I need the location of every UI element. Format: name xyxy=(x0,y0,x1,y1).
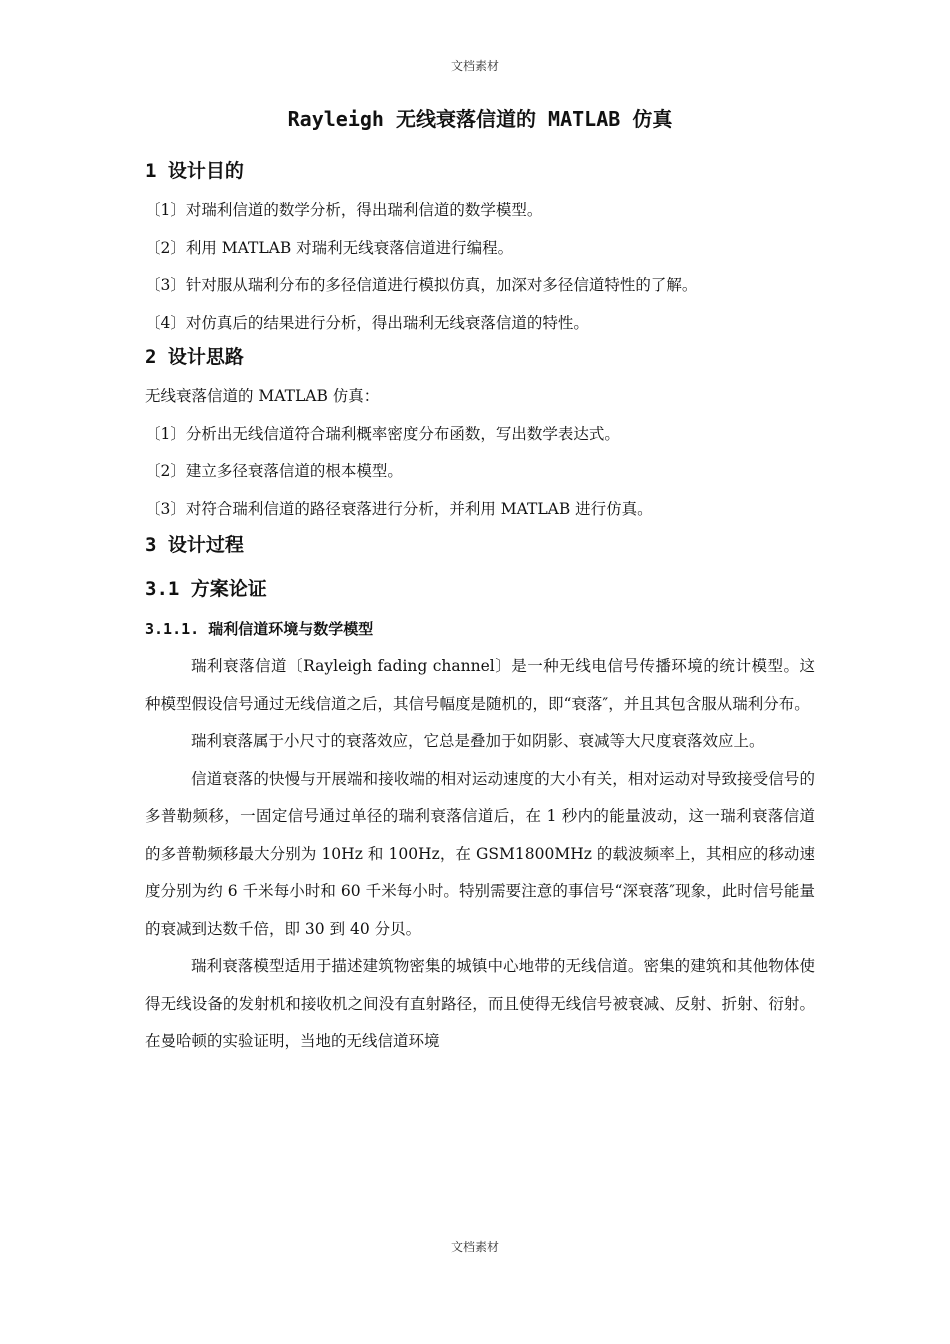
section-1-heading: 1 设计目的 xyxy=(145,160,244,182)
body-paragraph: 瑞利衰落属于小尺寸的衰落效应，它总是叠加于如阴影、衰减等大尺度衰落效应上。 xyxy=(191,732,765,750)
page-footer: 文档素材 xyxy=(450,1240,499,1254)
page-content xyxy=(145,104,815,1061)
section-2-heading: 2 设计思路 xyxy=(145,346,244,368)
body-paragraph: 瑞利衰落信道〔Rayleigh fading channel〕是一种无线电信号传播环境的统计模型。这种模型假设信号通过无线信道之后，其信号幅度是随机的，即“衰落″，并且其包含服从瑞利分布。 xyxy=(145,657,815,713)
section-1-item: 〔2〕利用 MATLAB 对瑞利无线衰落信道进行编程。 xyxy=(145,238,514,257)
section-1-item: 〔1〕对瑞利信道的数学分析，得出瑞利信道的数学模型。 xyxy=(145,201,543,219)
section-2-intro: 无线衰落信道的 MATLAB 仿真： xyxy=(145,387,380,405)
body-paragraph: 信道衰落的快慢与开展端和接收端的相对运动速度的大小有关，相对运动对导致接受信号的多普勒频移，一固定信号通过单径的瑞利衰落信道后，在 1 秒内的能量波动，这一瑞利衰落信道的多普勒频移最大分别为 10Hz 和 100Hz，在 GSM1800MHz 的载波频率上，其相应的移动速度分别为约 6 千米每小时和 60 千米每小时。特别需要注意的事信号“深衰落″现象，此时信号能量的衰减到达数千倍，即 30 到 40 分贝。 xyxy=(145,769,815,938)
subsection-3-1-heading: 3.1 方案论证 xyxy=(145,578,267,600)
body-paragraph: 瑞利衰落模型适用于描述建筑物密集的城镇中心地带的无线信道。密集的建筑和其他物体使得无线设备的发射机和接收机之间没有直射路径，而且使得无线信号被衰减、反射、折射、衍射。在曼哈顿的实验证明，当地的无线信道环境 xyxy=(145,957,815,1050)
section-1-item: 〔3〕针对服从瑞利分布的多径信道进行模拟仿真，加深对多径信道特性的了解。 xyxy=(145,276,698,294)
subsection-3-1-1-heading: 3.1.1. 瑞利信道环境与数学模型 xyxy=(145,620,374,638)
section-2-item: 〔3〕对符合瑞利信道的路径衰落进行分析，并利用 MATLAB 进行仿真。 xyxy=(145,499,653,518)
section-1-item: 〔4〕对仿真后的结果进行分析，得出瑞利无线衰落信道的特性。 xyxy=(145,313,589,332)
section-2-item: 〔2〕建立多径衰落信道的根本模型。 xyxy=(145,462,403,480)
section-3-heading: 3 设计过程 xyxy=(145,534,244,556)
document-title: Rayleigh 无线衰落信道的 MATLAB 仿真 xyxy=(287,107,673,131)
page-header: 文档素材 xyxy=(450,59,499,73)
section-2-item: 〔1〕分析出无线信道符合瑞利概率密度分布函数，写出数学表达式。 xyxy=(145,424,620,443)
